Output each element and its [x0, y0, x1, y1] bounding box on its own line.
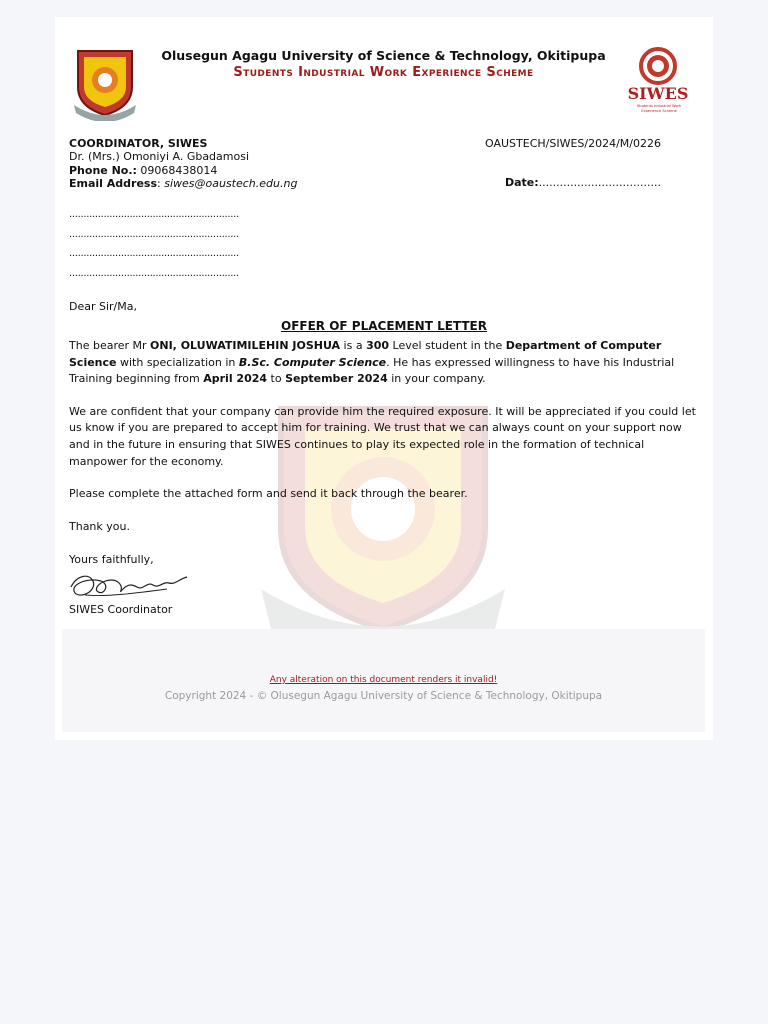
end-date: September 2024	[285, 372, 388, 386]
phone-label: Phone No.:	[69, 163, 137, 177]
coordinator-block: COORDINATOR, SIWES Dr. (Mrs.) Omoniyi A. Gbadamosi Phone No.: 09068438014 Email Address: siwes@oaustech.edu.ng	[69, 137, 298, 190]
letter-sheet	[55, 17, 713, 740]
letter-body	[69, 338, 701, 551]
paragraph-placement: The bearer Mr ONI, OLUWATIMILEHIN JOSHUA is a 300 Level student in the Department of Computer Science with specialization in B.Sc. Computer Science. He has expressed willingness to have his Industrial Training beginning from April 2024 to September 2024 in your company.	[69, 339, 675, 386]
alteration-warning: Any alteration on this document renders it invalid!	[269, 675, 498, 685]
department: Department of Computer Science	[69, 339, 662, 369]
letter-title: OFFER OF PLACEMENT LETTER	[281, 319, 487, 333]
reference-number: OAUSTECH/SIWES/2024/M/0226	[485, 137, 661, 150]
email-address: siwes@oaustech.edu.ng	[164, 176, 298, 190]
paragraph-thanks: Thank you.	[69, 519, 130, 533]
signatory: SIWES Coordinator	[69, 603, 173, 616]
oaustech-crest-icon	[72, 47, 138, 121]
siwes-logo-caption: Students Industrial Work Experience Scheme	[636, 104, 682, 113]
date-label: Date:	[504, 176, 539, 189]
date-value: ...................................	[538, 176, 661, 189]
paragraph-form: Please complete the attached form and send it back through the bearer.	[69, 487, 468, 501]
siwes-logo-name: SIWES	[627, 84, 689, 103]
phone-number: 09068438014	[140, 163, 218, 177]
coordinator-name: Dr. (Mrs.) Omoniyi A. Gbadamosi	[69, 150, 250, 164]
address-line: ...........................................................	[69, 228, 239, 240]
closing: Yours faithfully,	[69, 553, 154, 566]
address-line: ...........................................................	[69, 209, 239, 220]
scheme-name: Students Industrial Work Experience Scheme	[233, 65, 534, 80]
footer	[62, 629, 705, 732]
university-name: Olusegun Agagu University of Science & Technology, Okitipupa	[161, 48, 606, 63]
paragraph-exposure: We are confident that your company can provide him the required exposure. It will be appreciated if you could let us know if you are prepared to accept him for training. We trust that we can always count on your support now and in the future in ensuring that SIWES continues to play its expected role in the formation of technical manpower for the economy.	[69, 404, 696, 468]
address-line: ...........................................................	[69, 248, 239, 260]
student-name: ONI, OLUWATIMILEHIN JOSHUA	[150, 339, 341, 352]
email-label: Email Address	[69, 176, 158, 190]
student-level: 300	[366, 339, 390, 352]
recipient-address	[69, 205, 239, 283]
start-date: April 2024	[203, 372, 268, 386]
date-line	[505, 176, 661, 189]
salutation: Dear Sir/Ma,	[69, 300, 137, 313]
copyright: Copyright 2024 - © Olusegun Agagu University of Science & Technology, Okitipupa	[164, 690, 603, 702]
specialization: B.Sc. Computer Science	[238, 355, 387, 369]
address-line: ...........................................................	[69, 267, 239, 279]
handwritten-signature-icon	[67, 567, 191, 603]
coordinator-title: COORDINATOR, SIWES	[69, 137, 208, 150]
